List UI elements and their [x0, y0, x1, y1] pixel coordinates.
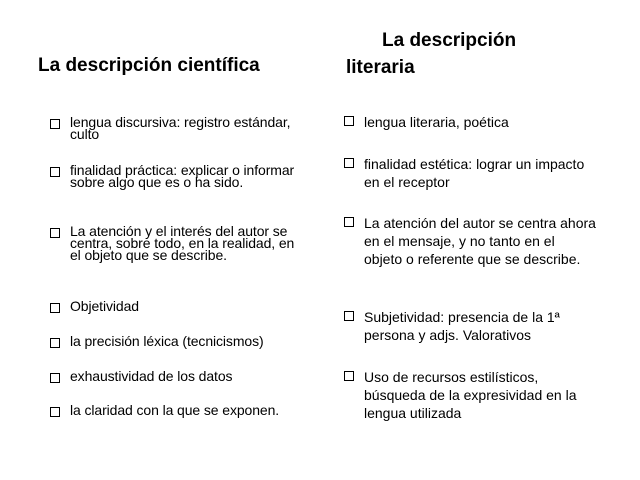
square-bullet-icon [344, 217, 354, 227]
list-item-text: La atención y el interés del autor se centra, sobre todo, en la realidad, en el objeto que se describe. [70, 223, 295, 263]
list-item-text: La atención del autor se centra ahora en el mensaje, y no tanto en el objeto o referente que se describe. [364, 215, 596, 267]
list-item-text: Subjetividad: presencia de la 1ª persona y adjs. Valorativos [364, 309, 560, 343]
square-bullet-icon [50, 119, 60, 129]
square-bullet-icon [50, 228, 60, 238]
right-column-title [346, 29, 576, 79]
list-item-text: Uso de recursos estilísticos, búsqueda de la expresividad en la lengua utilizada [364, 369, 577, 421]
list-item [344, 308, 596, 344]
square-bullet-icon [344, 311, 354, 321]
right-column-title-line1: La descripción [382, 30, 517, 51]
list-item-text: Objetividad [70, 298, 139, 314]
list-item [344, 113, 596, 131]
list-item [344, 368, 596, 422]
list-item-text: lengua discursiva: registro estándar, culto [70, 114, 291, 142]
square-bullet-icon [50, 373, 60, 383]
square-bullet-icon [50, 338, 60, 348]
left-column-title: La descripción científica [38, 55, 260, 76]
right-column-title-line2: literaria [346, 57, 415, 78]
square-bullet-icon [50, 167, 60, 177]
list-item [50, 404, 308, 417]
list-item-text: finalidad práctica: explicar o informar sobre algo que es o ha sido. [70, 162, 295, 190]
list-item [344, 155, 596, 191]
list-item-text: finalidad estética: lograr un impacto en el receptor [364, 156, 585, 190]
list-item [344, 214, 596, 268]
list-item [50, 116, 308, 140]
list-item [50, 335, 308, 348]
list-item [50, 225, 308, 261]
square-bullet-icon [344, 371, 354, 381]
list-item-text: la claridad con la que se exponen. [70, 402, 280, 418]
list-item-text: lengua literaria, poética [364, 114, 509, 130]
list-item [50, 164, 308, 188]
list-item-text: exhaustividad de los datos [70, 368, 233, 384]
square-bullet-icon [50, 303, 60, 313]
list-item [50, 370, 308, 383]
square-bullet-icon [344, 116, 354, 126]
list-item [50, 300, 308, 313]
list-item-text: la precisión léxica (tecnicismos) [70, 333, 264, 349]
square-bullet-icon [50, 407, 60, 417]
square-bullet-icon [344, 158, 354, 168]
